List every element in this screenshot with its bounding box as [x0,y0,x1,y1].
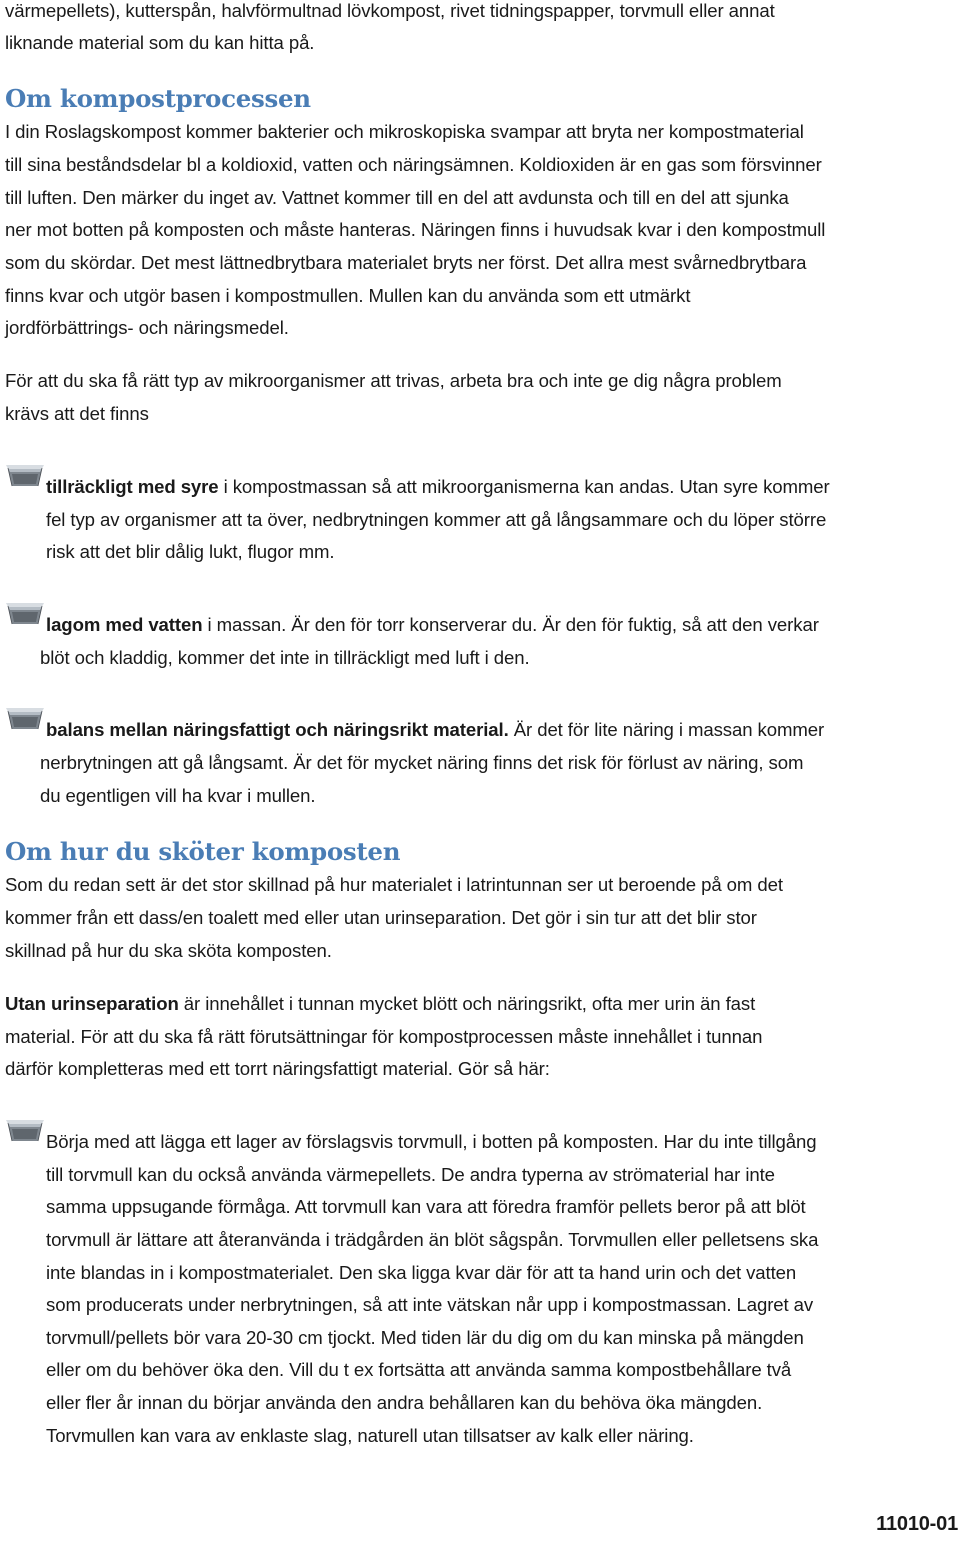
body-text-line: inte blandas in i kompostmaterialet. Den ska ligga kvar där för att ta hand urin och det vatten [46,1262,797,1283]
body-text-line: material. För att du ska få rätt förutsättningar för kompostprocessen måste innehållet i tunnan [5,1026,763,1047]
body-text-line: krävs att det finns [5,403,149,424]
compost-bin-icon [5,600,45,628]
page-number: 11010-01 [876,1513,958,1535]
bullet-bold-text: lagom med vatten [46,614,203,635]
body-text: är innehållet i tunnan mycket blött och näringsrikt, ofta mer urin än fast [178,993,756,1014]
body-text-line: För att du ska få rätt typ av mikroorganismer att trivas, arbeta bra och inte ge dig några problem [5,370,782,391]
compost-bin-icon [5,462,45,490]
body-text-line: torvmull är lättare att återanvända i trädgården än blöt sågspån. Torvmullen eller pelletsens ska [46,1229,819,1250]
body-text-line: som producerats under nerbrytningen, så att inte vätskan når upp i kompostmassan. Lagret av [46,1294,814,1315]
body-text-line: fel typ av organismer att ta över, nedbrytningen kommer att gå långsammare och du löper större [46,509,827,530]
body-text-line: I din Roslagskompost kommer bakterier och mikroskopiska svampar att bryta ner kompostmaterial [5,121,804,142]
body-text-line: som du skördar. Det mest lättnedbrytbara materialet bryts ner först. Det allra mest svårnedbrytbara [5,252,807,273]
body-text-line: blöt och kladdig, kommer det inte in tillräckligt med luft i den. [40,647,530,668]
body-text-line: Torvmullen kan vara av enklaste slag, naturell utan tillsatser av kalk eller näring. [46,1425,694,1446]
bullet-item [46,614,819,636]
bullet-bold-text: balans mellan näringsfattigt och näringsrikt material. [46,719,509,740]
body-text-line: samma uppsugande förmåga. Att torvmull kan vara att föredra framför pellets beror på att blöt [46,1196,806,1217]
body-text-line: finns kvar och utgör basen i kompostmullen. Mullen kan du använda som ett utmärkt [5,285,691,306]
compost-bin-icon [5,705,45,733]
body-text-line: Som du redan sett är det stor skillnad på hur materialet i latrintunnan ser ut beroende på om det [5,874,783,895]
bullet-item [46,719,824,741]
body-text-line: till luften. Den märker du inget av. Vattnet kommer till en del att avdunsta och till en del att sjunka [5,187,789,208]
bullet-bold-text: tillräckligt med syre [46,476,219,497]
body-text-line: jordförbättrings- och näringsmedel. [5,317,289,338]
body-text-line: till torvmull kan du också använda värmepellets. De andra typerna av strömaterial har inte [46,1164,775,1185]
bullet-text: Är det för lite näring i massan kommer [508,719,825,740]
body-text-line: du egentligen vill ha kvar i mullen. [40,785,316,806]
body-text-line: värmepellets), kutterspån, halvförmultnad lövkompost, rivet tidningspapper, torvmull eller annat [5,0,775,21]
bullet-item [46,476,830,498]
body-text-line: till sina beståndsdelar bl a koldioxid, vatten och näringsämnen. Koldioxiden är en gas som försvinner [5,154,822,175]
body-text-line: därför kompletteras med ett torrt näringsfattigt material. Gör så här: [5,1058,550,1079]
body-text-line: eller fler år innan du börjar använda den andra behållaren kan du behöva öka mängden. [46,1392,763,1413]
bullet-text: i massan. Är den för torr konserverar du. Är den för fuktig, så att den verkar [202,614,819,635]
body-text-line: torvmull/pellets bör vara 20-30 cm tjockt. Med tiden lär du dig om du kan minska på mängden [46,1327,804,1348]
body-text-line: liknande material som du kan hitta på. [5,32,315,53]
section-heading: Om hur du sköter komposten [5,837,401,866]
body-text-line: ner mot botten på komposten och måste hanteras. Näringen finns i huvudsak kvar i den kompostmull [5,219,826,240]
emphasis-text: Utan urinseparation [5,993,179,1014]
body-text-line: nerbrytningen att gå långsamt. Är det för mycket näring finns det risk för förlust av näring, som [40,752,804,773]
compost-bin-icon [5,1117,45,1145]
bullet-text: i kompostmassan så att mikroorganismerna kan andas. Utan syre kommer [218,476,830,497]
body-text-line: eller om du behöver öka den. Vill du t ex fortsätta att använda samma kompostbehållare två [46,1359,792,1380]
body-text-line [5,993,755,1015]
body-text-line: skillnad på hur du ska sköta komposten. [5,940,332,961]
section-heading: Om kompostprocessen [5,84,311,113]
body-text-line: Börja med att lägga ett lager av förslagsvis torvmull, i botten på komposten. Har du inte tillgång [46,1131,817,1152]
body-text-line: risk att det blir dålig lukt, flugor mm. [46,541,335,562]
body-text-line: kommer från ett dass/en toalett med eller utan urinseparation. Det gör i sin tur att det blir stor [5,907,757,928]
